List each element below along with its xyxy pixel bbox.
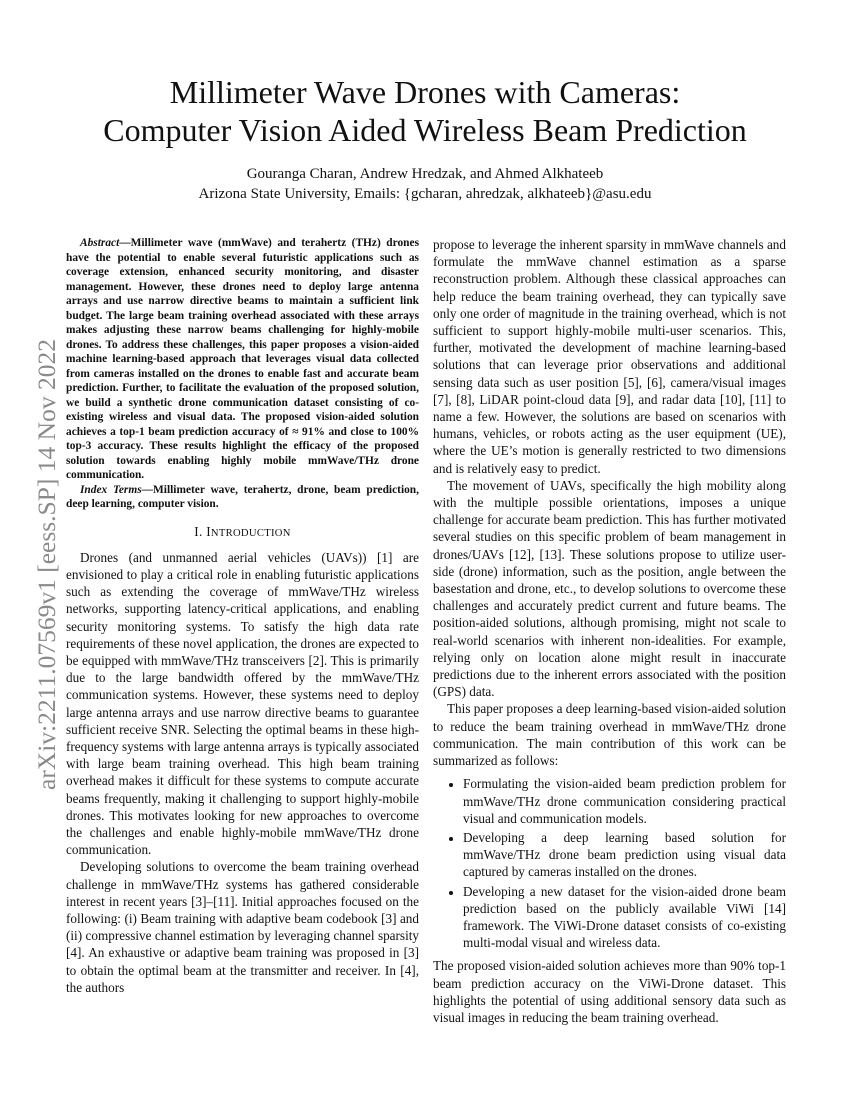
contribution-item: • Developing a new dataset for the vision-aided drone beam prediction based on the publicly available ViWi [14] framework. The ViWi-Drone dataset consists of co-existing multi-modal visual and wireless data. [463,883,786,952]
section-title-rest: NTRODUCTION [210,527,291,539]
contribution-list [433,775,786,951]
author-affiliation: Arizona State University, Emails: {gcharan, ahredzak, alkhateeb}@asu.edu [198,186,652,202]
arxiv-identifier: arXiv:2211.07569v1 [eess.SP] 14 Nov 2022 [32,339,61,790]
contribution-item: • Developing a deep learning based solution for mmWave/THz drone beam prediction using visual data captured by cameras installed on the drones. [463,829,786,881]
right-column [433,236,786,1026]
paper-title [60,73,790,149]
intro-paragraph-1: Drones (and unmanned aerial vehicles (UAVs)) [1] are envisioned to play a critical role in enabling futuristic applications such as extending the coverage of mmWave/THz wireless networks, supporting latency-critical applications, and enabling security monitoring systems. To satisfy the high data rate requirements of these novel application, the drones are expected to be equipped with mmWave/THz transceivers [2]. This is primarily due to the large bandwidth offered by the mmWave/THz communication systems. However, these systems need to deploy large antenna arrays and use narrow directive beams to guarantee sufficient receive SNR. Selecting the optimal beams in these high-frequency systems with large antenna arrays is typically associated with large beam training overhead. This high beam training overhead makes it difficult for these systems to compute accurate beams frequently, making it challenging to support highly-mobile drones. This motivates looking for new approaches to overcome the challenges and enable highly-mobile mmWave/THz drone communication. [66,549,419,858]
contribution-item: • Formulating the vision-aided beam prediction problem for mmWave/THz drone communication considering practical visual and communication models. [463,775,786,827]
index-terms [66,483,419,512]
proposal-paragraph: This paper proposes a deep learning-based vision-aided solution to reduce the beam training overhead in mmWave/THz drone communication. The main contribution of this work can be summarized as follows: [433,701,786,769]
abstract-label: Abstract [80,237,120,249]
author-block [60,164,790,204]
uav-paragraph: The movement of UAVs, specifically the high mobility along with the multiple possible orientations, imposes a unique challenge for accurate beam prediction. This has further motivated several studies on this specific problem of beam management in drones/UAVs [12], [13]. These solutions propose to utilize user-side (drone) information, such as the position, angle between the basestation and drone, etc., to develop solutions to overcome these challenges and accurately predict current and future beams. The position-aided solutions, although promising, might not scale to real-world scenarios with inherent non-idealities. For example, relying only on location alone might result in inaccurate predictions due to the inherent errors associated with the position (GPS) data. [433,477,786,700]
index-terms-text: —Millimeter wave, terahertz, drone, beam prediction, deep learning, computer vision. [66,483,419,510]
abstract [66,236,419,483]
section-title-first: I [206,523,211,539]
title-line-1: Millimeter Wave Drones with Cameras: [169,74,681,110]
closing-paragraph: The proposed vision-aided solution achieves more than 90% top-1 beam prediction accuracy on the ViWi-Drone dataset. This highlights the potential of using additional sensory data such as visual images in reducing the beam training overhead. [433,958,786,1025]
index-terms-label: Index Terms [80,483,142,496]
section-heading [66,523,419,542]
arxiv-watermark [0,0,60,1100]
continued-paragraph: propose to leverage the inherent sparsity in mmWave channels and formulate the mmWave channel estimation as a sparse reconstruction problem. Although these classical approaches can help reduce the beam training overhead, they can typically save only one order of magnitude in the training overhead, which is not sufficient to support highly-mobile multi-user scenarios. This, further, motivated the development of machine learning-based solutions that can leverage prior observations and additional sensing data such as user position [5], [6], camera/visual images [7], [8], LiDAR point-cloud data [9], and radar data [10], [11] to name a few. However, the solutions are based on scenarios with humans, vehicles, or robots acting as the user equipment (UE), where the UE’s motion is generally restricted to two dimensions and is relatively easy to predict. [433,237,786,476]
left-column [66,236,419,996]
abstract-text: —Millimeter wave (mmWave) and terahertz (THz) drones have the potential to enable several futuristic applications such as coverage extension, enhanced security monitoring, and disaster management. However, these drones need to deploy large antenna arrays and use narrow directive beams to maintain a sufficient link budget. The large beam training overhead associated with these arrays makes adjusting these narrow beams challenging for highly-mobile drones. To address these challenges, this paper proposes a vision-aided machine learning-based approach that leverages visual data collected from cameras installed on the drones to enable fast and accurate beam prediction. Further, to facilitate the evaluation of the proposed solution, we build a synthetic drone communication dataset consisting of co-existing wireless and visual data. The proposed vision-aided solution achieves a top-1 beam prediction accuracy of ≈ 91% and close to 100% top-3 accuracy. These results highlight the efficacy of the proposed solution towards enabling highly mobile mmWave/THz drone communication. [66,237,419,481]
section-numeral: I. [194,523,203,539]
title-line-2: Computer Vision Aided Wireless Beam Prediction [103,112,747,148]
author-names: Gouranga Charan, Andrew Hredzak, and Ahmed Alkhateeb [246,166,604,182]
intro-paragraph-2: Developing solutions to overcome the beam training overhead challenge in mmWave/THz systems has gathered considerable interest in recent years [3]–[11]. Initial approaches focused on the following: (i) Beam training with adaptive beam codebook [3] and (ii) compressive channel estimation by leveraging channel sparsity [4]. An exhaustive or adaptive beam training was proposed in [3] to obtain the optimal beam at the transmitter and receiver. In [4], the authors [66,859,419,995]
